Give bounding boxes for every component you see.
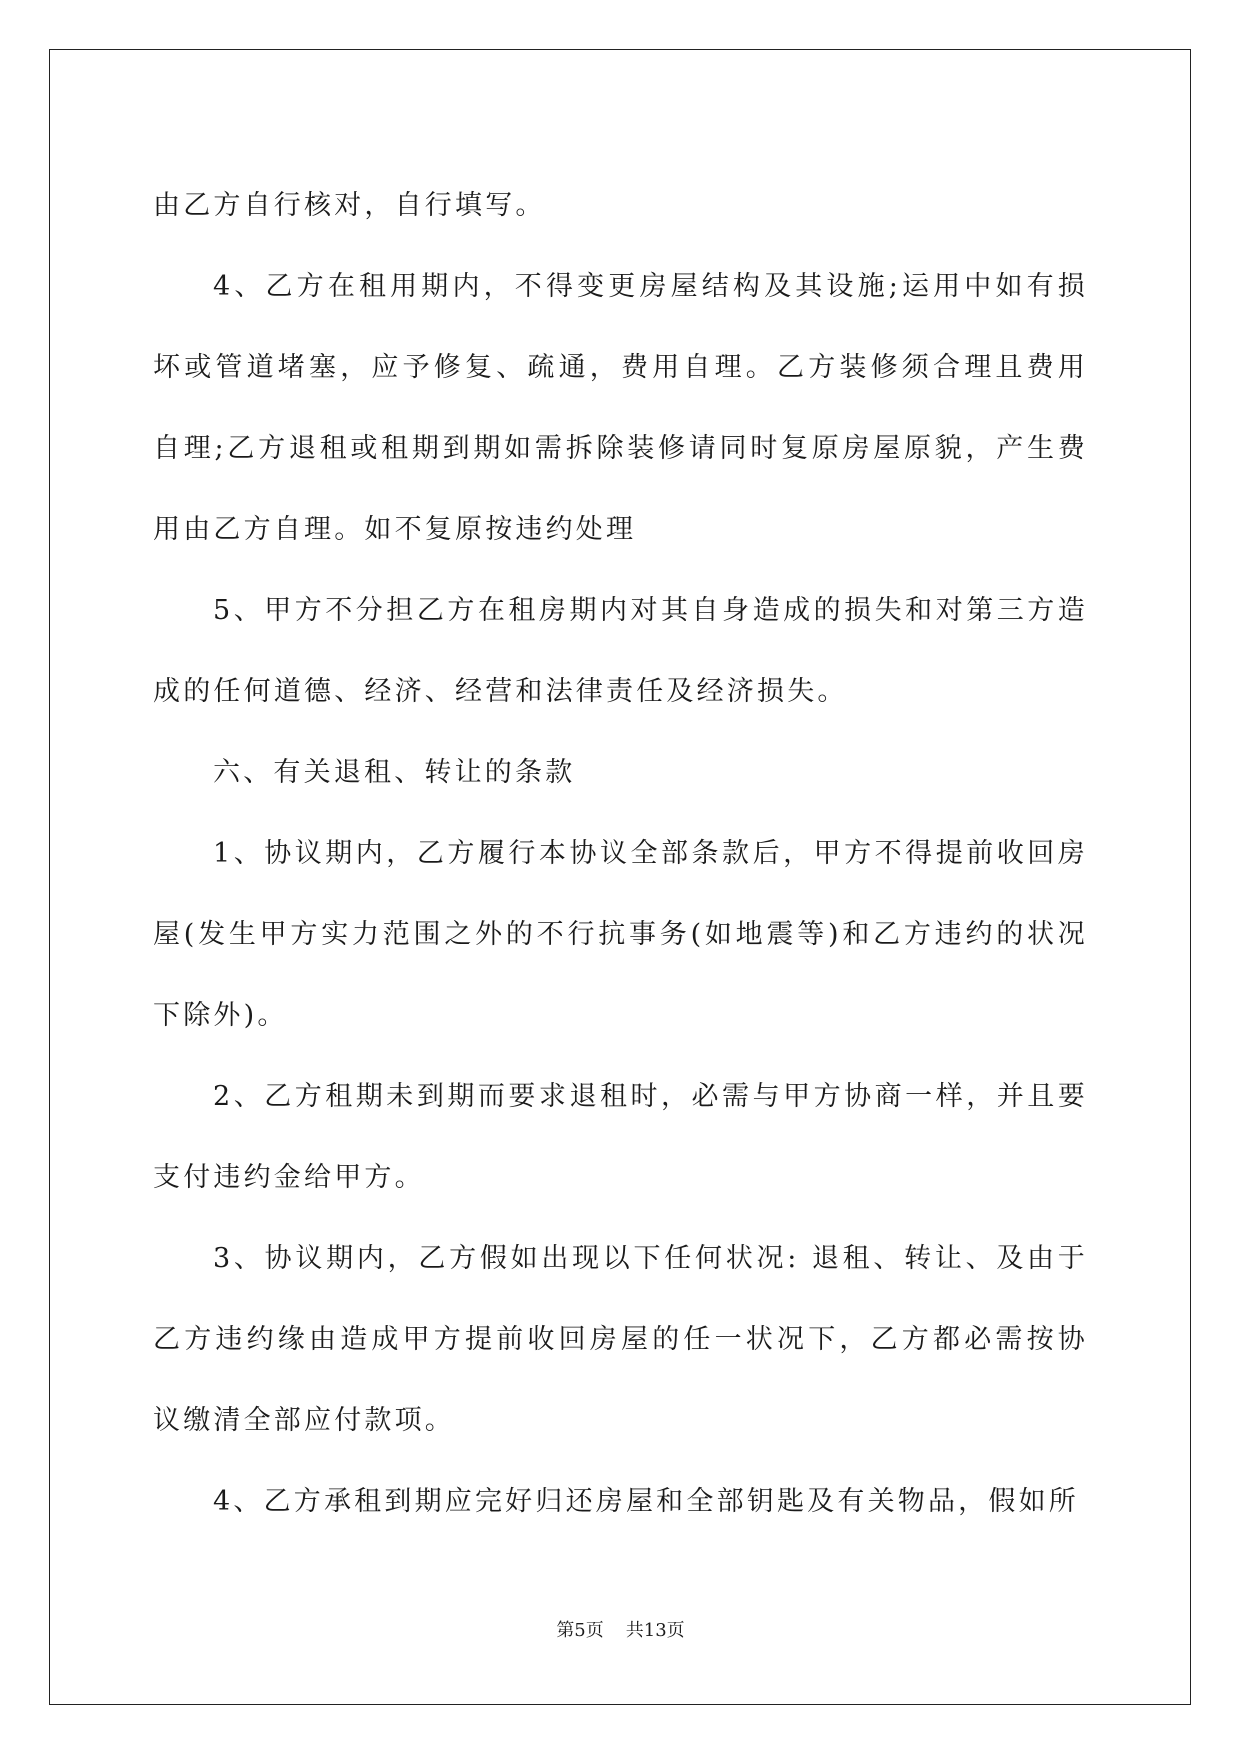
paragraph-six-clause-2: 2、乙方租期未到期而要求退租时，必需与甲方协商一样，并且要支付违约金给甲方。 — [153, 1081, 1088, 1193]
paragraph-clause-5: 5、甲方不分担乙方在租房期内对其自身造成的损失和对第三方造成的任何道德、经济、经营和法律责任及经济损失。 — [153, 595, 1088, 707]
paragraph-six-clause-3: 3、协议期内，乙方假如出现以下任何状况: 退租、转让、及由于乙方违约缘由造成甲方提前收回房屋的任一状况下，乙方都必需按协议缴清全部应付款项。 — [153, 1243, 1088, 1436]
page-total: 共13页 — [625, 1620, 685, 1641]
paragraph-six-clause-1: 1、协议期内，乙方履行本协议全部条款后，甲方不得提前收回房屋(发生甲方实力范围之外的不行抗事务(如地震等)和乙方违约的状况下除外)。 — [153, 838, 1088, 1031]
section-heading-six: 六、有关退租、转让的条款 — [213, 757, 576, 788]
paragraph-clause-4: 4、乙方在租用期内，不得变更房屋结构及其设施;运用中如有损坏或管道堵塞，应予修复、疏通，费用自理。乙方装修须合理且费用自理;乙方退租或租期到期如需拆除装修请同时复原房屋原貌，产生费用由乙方自理。如不复原按违约处理 — [153, 271, 1088, 545]
document-body — [153, 165, 1088, 1542]
page-number: 第5页 — [556, 1620, 604, 1641]
page-footer — [0, 1616, 1241, 1642]
paragraph-six-clause-4: 4、乙方承租到期应完好归还房屋和全部钥匙及有关物品，假如所 — [213, 1486, 1079, 1517]
paragraph-continuation: 由乙方自行核对，自行填写。 — [153, 190, 546, 221]
